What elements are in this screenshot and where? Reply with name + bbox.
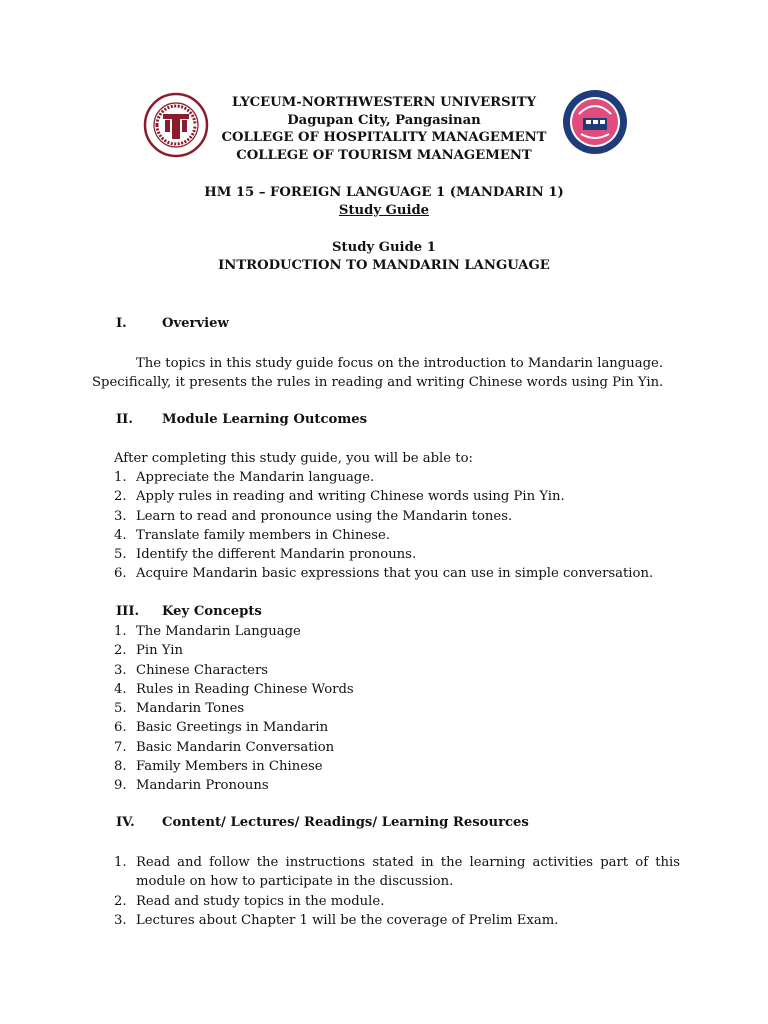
college-tourism: COLLEGE OF TOURISM MANAGEMENT: [236, 148, 532, 163]
section-outcomes-heading: [116, 411, 367, 429]
study-guide-number: Study Guide 1: [332, 240, 436, 255]
concepts-list: [114, 622, 354, 796]
section-number: I.: [116, 316, 127, 331]
list-item: 3. Chinese Characters: [114, 662, 269, 678]
list-item: 4. Rules in Reading Chinese Words: [114, 681, 354, 697]
section-title: Content/ Lectures/ Readings/ Learning Resources: [162, 815, 529, 830]
list-item: 7. Basic Mandarin Conversation: [114, 739, 335, 755]
section-overview-heading: [116, 315, 229, 333]
list-item: 2. Pin Yin: [114, 643, 183, 659]
section-title: Module Learning Outcomes: [162, 412, 368, 427]
section-title: Overview: [162, 316, 229, 331]
list-item: 1. Appreciate the Mandarin language.: [114, 470, 375, 485]
document-type: Study Guide: [338, 203, 430, 218]
content-list: [114, 853, 680, 930]
section-concepts-heading: [116, 603, 262, 621]
list-item: 9. Mandarin Pronouns: [114, 778, 269, 794]
section-number: III.: [116, 604, 140, 619]
overview-line-2: Specifically, it presents the rules in reading and writing Chinese words using Pin Yin.: [92, 375, 664, 390]
overview-line-1: The topics in this study guide focus on the introduction to Mandarin language.: [136, 356, 664, 371]
outcomes-intro: After completing this study guide, you will be able to:: [114, 451, 473, 466]
section-number: IV.: [116, 815, 135, 830]
list-item: 3. Lectures about Chapter 1 will be the coverage of Prelim Exam.: [114, 912, 559, 928]
course-title: HM 15 – FOREIGN LANGUAGE 1 (MANDARIN 1): [204, 185, 564, 200]
section-number: II.: [116, 412, 133, 427]
outcomes-list: [114, 468, 653, 584]
section-title: Key Concepts: [162, 604, 262, 619]
section-content-heading: [116, 814, 529, 832]
college-hospitality: COLLEGE OF HOSPITALITY MANAGEMENT: [221, 130, 547, 145]
list-item: 6. Acquire Mandarin basic expressions that you can use in simple conversation.: [114, 566, 654, 582]
list-item: 5. Identify the different Mandarin pronouns.: [114, 547, 417, 563]
university-name: LYCEUM-NORTHWESTERN UNIVERSITY: [231, 95, 536, 110]
list-item: 5. Mandarin Tones: [114, 701, 245, 717]
list-item: 2. Apply rules in reading and writing Chinese words using Pin Yin.: [114, 489, 565, 505]
study-guide-title: INTRODUCTION TO MANDARIN LANGUAGE: [218, 258, 550, 273]
university-location: Dagupan City, Pangasinan: [287, 113, 481, 128]
list-item: 2. Read and study topics in the module.: [114, 893, 385, 909]
list-item: 4. Translate family members in Chinese.: [114, 527, 391, 543]
list-item: 1. Read and follow the instructions stated in the learning activities part of this module on how to participate in the discussion.: [114, 855, 680, 890]
list-item: 6. Basic Greetings in Mandarin: [114, 720, 329, 736]
list-item: 1. The Mandarin Language: [114, 624, 301, 639]
list-item: 8. Family Members in Chinese: [114, 759, 323, 775]
list-item: 3. Learn to read and pronounce using the Mandarin tones.: [114, 508, 513, 524]
